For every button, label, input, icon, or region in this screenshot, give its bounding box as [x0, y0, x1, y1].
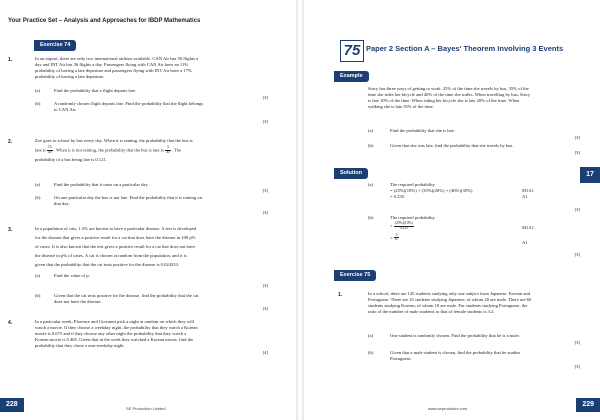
- book-title: Your Practice Set – Analysis and Approaches for IBDP Mathematics: [8, 18, 201, 24]
- marks: [3]: [574, 340, 580, 345]
- example-label: Example: [334, 71, 369, 82]
- question-number: 3.: [8, 227, 13, 233]
- marks: [3]: [574, 364, 580, 369]
- question-text: In a school, there are 145 students studying only one subject from Japanese, Korean and Portuguese. There are 35 students studying Japanese, of whom 20 are male. There are 60 students studying Korean, of whom 18 are male. For students studying Portuguese, the ratio of the number of male students to that of female students is 3:2.: [368, 291, 532, 314]
- section-title: Paper 2 Section A – Bayes' Theorem Involving 3 Events: [366, 44, 564, 53]
- part-text: One student is randomly chosen. Find the probability that he is a male.: [390, 333, 520, 338]
- part-label: (b): [368, 215, 374, 220]
- part-label: (b): [35, 195, 41, 200]
- mark-scheme: A1: [522, 194, 528, 199]
- solution-label: Solution: [334, 168, 368, 179]
- fraction: $\frac{(25\%)(10\%)}{0.235}$: [394, 220, 413, 230]
- marks: [3]: [262, 119, 268, 124]
- part-label: (a): [35, 182, 41, 187]
- book-gutter: [296, 0, 304, 420]
- part-text: Given that the cat tests positive for the disease, find the probability that the cat does not have the disease.: [54, 293, 199, 304]
- question-text: In an airport, there are only two international airlines available. CAN Air has 50 flights a day and INT Air has 36 flights a day. Passengers flying with CAN Air have an 11% probability of having a late departure and passengers flying with INT Air have a 17% probability of having a late departure.: [35, 56, 199, 79]
- question-number: 2.: [8, 139, 13, 145]
- section-number: 75: [340, 40, 364, 62]
- part-label: (a): [35, 88, 41, 93]
- fraction: $\frac{13}{40}$: [48, 144, 52, 154]
- footer-text: www.seprodstore.com: [428, 406, 468, 411]
- fraction: $\frac{5}{47}$: [394, 232, 399, 242]
- marks: [3]: [262, 306, 268, 311]
- part-label: (a): [368, 182, 374, 187]
- example-text: Stacy has three ways of getting to work. 25% of the time she travels by bus, 35% of the time she rides her bicycle and 40% of the time she walks. When travelling by bus, Stacy is late 10% of the time. When riding her bicycle she is late 20% of the time. When walking she is late 35% of the time.: [368, 86, 531, 109]
- part-label: (b): [368, 350, 374, 355]
- marks: [3]: [574, 207, 580, 212]
- part-label: (b): [35, 101, 41, 106]
- question-number: 4.: [8, 320, 13, 326]
- mark-scheme: M1A1: [522, 225, 534, 230]
- fraction: $\frac{3}{40}$: [165, 144, 170, 154]
- part-label: (a): [368, 128, 374, 133]
- exercise-label: Exercise 75: [334, 270, 376, 281]
- marks: [3]: [574, 135, 580, 140]
- question-text: In a population of cats, 1.5% are known to have a particular disease. A test is developed for the disease that gives a positive result for a cat that does have the disease in 100 p% of cases. It is also known that the test gives a positive result for a cat that does not have the disease in p% of cases. A cat is chosen at random from the population, and it is given that the probability that the cat tests positive for the disease is 0.024353.: [35, 226, 197, 267]
- part-label: (b): [35, 293, 41, 298]
- marks: [3]: [262, 210, 268, 215]
- mark-scheme: M1A1: [522, 188, 534, 193]
- part-text: Find the value of p.: [54, 273, 90, 278]
- page-number: 228: [0, 398, 24, 412]
- question-number: 1.: [338, 292, 343, 298]
- part-text: Find the probability that a flight departs late.: [54, 88, 137, 93]
- part-text: On one particular day the bus is not late. Find the probability that it is raining on that day.: [54, 195, 202, 206]
- chapter-tab: 17: [580, 167, 600, 183]
- marks: [3]: [262, 188, 268, 193]
- mark-scheme: A1: [522, 240, 528, 245]
- marks: [3]: [574, 150, 580, 155]
- solution-text: The required probability = $\frac{(25\%)(10\%)}{0.235}$ = $\frac{5}{47}$: [390, 215, 435, 242]
- exercise-label: Exercise 74: [34, 40, 76, 51]
- question-number: 1.: [8, 57, 13, 63]
- part-text: Given that she was late, find the probability that she travels by bus.: [390, 143, 514, 148]
- solution-text: The required probability = (25%)(10%) + (35%)(20%) + (40%)(35%) = 0.235: [390, 182, 473, 199]
- part-text: Find the probability that she is late.: [390, 128, 455, 133]
- part-text: Find the probability that it rains on a particular day.: [54, 182, 149, 187]
- marks: [3]: [262, 95, 268, 100]
- left-page: [0, 0, 296, 420]
- part-label: (b): [368, 143, 374, 148]
- marks: [3]: [262, 283, 268, 288]
- page-number: 229: [576, 398, 600, 412]
- part-label: (a): [35, 273, 41, 278]
- part-text: A randomly chosen flight departs late. Find the probability that the flight belongs to CAN Air.: [54, 101, 204, 112]
- question-text: Zoe goes to school by bus every day. When it is raining, the probability that the bus is late is $\frac{13}{40}$ . When it is not raining, the probability that the bus is late is $\frac{3}{40}$ . The probability of a bus being late is 0.121.: [35, 138, 193, 162]
- part-text: Given that a male student is chosen, find the probability that he studies Portuguese.: [390, 350, 521, 361]
- right-page: [304, 0, 600, 420]
- marks: [3]: [574, 252, 580, 257]
- part-label: (a): [368, 333, 374, 338]
- question-text: In a particular week, Florence and Giovanni pick a night at random on which they will watch a movie. If they choose a weekday night, the probability that they watch a Korean movie is 0.675 and if they choose any other night the probability that they watch a Korean movie is 0.465. Given that in the week they watched a Korean movie, find the probability that they chose a non-weekday night.: [35, 319, 198, 348]
- marks: [4]: [262, 350, 268, 355]
- footer-text: SE Production Limited: [126, 406, 166, 411]
